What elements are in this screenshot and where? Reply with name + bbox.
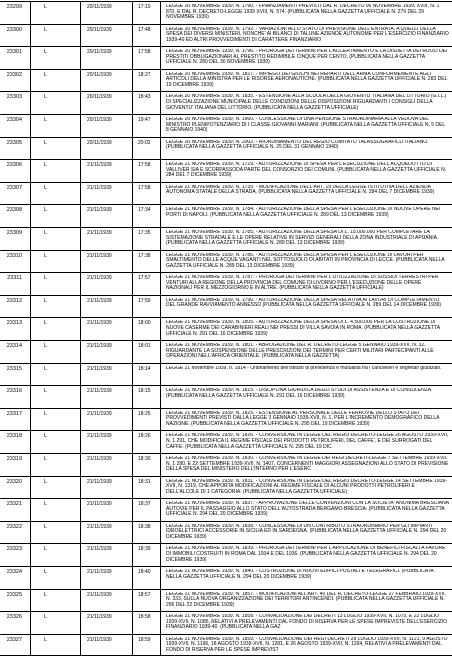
column-divider <box>160 386 161 408</box>
register-row <box>0 182 452 205</box>
record-date: 21/11/1939 <box>87 614 112 621</box>
column-divider <box>80 499 81 521</box>
record-type: L <box>44 49 48 56</box>
record-date: 21/11/1939 <box>87 388 112 395</box>
record-number-secondary: 18:31 <box>138 478 151 485</box>
register-row <box>0 611 452 634</box>
record-number-secondary: 18:39 <box>138 546 151 553</box>
column-divider <box>160 251 161 273</box>
column-divider <box>132 47 133 69</box>
record-number-secondary: 17:34 <box>138 207 151 214</box>
record-number: 23305 <box>6 139 22 146</box>
record-number: 23299 <box>6 4 22 10</box>
column-divider <box>30 138 31 160</box>
column-divider <box>160 477 161 499</box>
record-date: 21/11/1939 <box>87 546 112 553</box>
record-type: L <box>44 4 48 10</box>
column-divider <box>80 138 81 160</box>
column-divider <box>132 318 133 340</box>
record-description: LEGGE 21 NOVEMBRE 1939, N. 1786. - AUTORIZZAZIONE DELLA SPESA PER L'ESECUZIONE DI LAVORI PER SMALTIMENTO DELLE ACQUE VAGANTI NEL SOTTOSUOLO DI ABITATI IN PROVINCIA DI LECCE. (PUBBLICATA NELLA GAZZETTA UFFICIALE N. 289 DEL 13 DICEMBRE 1939) <box>166 252 445 269</box>
record-date: 21/11/1939 <box>87 523 112 530</box>
record-date: 21/11/1939 <box>87 478 112 485</box>
column-divider <box>30 431 31 453</box>
column-divider <box>160 115 161 137</box>
record-number-secondary: 17:57 <box>138 275 151 282</box>
column-divider <box>160 364 161 386</box>
register-row <box>0 317 452 340</box>
register-row <box>0 24 452 47</box>
record-number-secondary: 17:58 <box>138 184 151 191</box>
record-number-secondary: 18:15 <box>138 388 151 395</box>
column-divider <box>80 544 81 566</box>
column-divider <box>132 160 133 182</box>
record-number-secondary: 18:38 <box>138 523 151 530</box>
column-divider <box>160 635 161 656</box>
record-type: L <box>44 456 48 462</box>
column-divider <box>132 205 133 227</box>
column-divider <box>30 386 31 408</box>
column-divider <box>132 296 133 318</box>
record-date: 21/11/1939 <box>87 320 112 327</box>
column-divider <box>132 341 133 363</box>
record-type: L <box>44 569 48 575</box>
column-divider <box>132 544 133 566</box>
record-number: 23325 <box>6 591 22 598</box>
record-number: 23310 <box>6 252 22 259</box>
register-row <box>0 589 452 612</box>
column-divider <box>160 318 161 340</box>
record-date: 21/11/1939 <box>87 252 112 259</box>
record-number-secondary: 18:00 <box>138 320 151 327</box>
record-number-secondary: 17:48 <box>138 26 151 33</box>
column-divider <box>132 477 133 499</box>
register-row <box>0 385 452 408</box>
record-date: 21/11/1939 <box>87 162 112 169</box>
column-divider <box>80 590 81 612</box>
record-date: 21/11/1939 <box>87 343 112 349</box>
column-divider <box>80 2 81 24</box>
column-divider <box>30 228 31 250</box>
record-type: L <box>44 591 48 598</box>
column-divider <box>160 522 161 544</box>
column-divider <box>132 364 133 386</box>
record-type: L <box>44 117 48 123</box>
record-description: LEGGE 21 NOVEMBRE 1939, N. 1805. - AUTORIZZAZIONE DELLA SPESA DI L. 4.500.000 PER LA COSTRUZIONE DI NUOVE CASERME DEI CARABINIERI REALI NEI PRESSI DI VILLA SAVOIA IN ROMA. (PUBBLICATA NELLA GAZZETTA UFFICIALE N. 291 DEL 16 DICEMBRE 1939) <box>166 320 440 337</box>
record-number: 23300 <box>6 26 22 33</box>
column-divider <box>30 364 31 386</box>
record-date: 20/11/1939 <box>87 4 112 10</box>
column-divider <box>30 499 31 521</box>
column-divider <box>132 454 133 476</box>
record-date: 21/11/1939 <box>87 456 112 462</box>
record-date: 21/11/1939 <box>87 433 112 440</box>
register-row <box>0 521 452 544</box>
record-number-secondary: 18:43 <box>138 94 151 101</box>
column-divider <box>30 409 31 431</box>
column-divider <box>160 2 161 24</box>
record-description: LEGGE 21 NOVEMBRE 1939, N. 1735. - MODIFICAZIONE DELL'ART. 19 DELLA LEGGE ISTITUTIVA DELL'AZIENDA AUTONOMA STATALE DELLA STRADA. (PUBBLICATA NELLA GAZZETTA UFFICIALE N. 284 DEL 7 DICEMBRE 1939) <box>166 184 435 196</box>
record-type: L <box>44 94 48 101</box>
record-number-secondary: 19:47 <box>138 117 151 123</box>
column-divider <box>160 160 161 182</box>
column-divider <box>160 183 161 205</box>
register-row <box>0 91 452 114</box>
record-type: L <box>44 297 48 304</box>
column-divider <box>160 70 161 92</box>
column-divider <box>30 25 31 47</box>
record-date: 20/11/1939 <box>87 71 112 78</box>
register-row <box>0 272 452 295</box>
register-row <box>0 363 452 386</box>
column-divider <box>132 115 133 137</box>
column-divider <box>30 115 31 137</box>
column-divider <box>132 70 133 92</box>
record-date: 20/11/1939 <box>87 94 112 101</box>
column-divider <box>30 183 31 205</box>
record-description: LEGGE 21 novembre 1939, n. 1814 - Ordinamento dell'istituto di previdenza e mutualità fra i cancellieri e segretari giudiziari. <box>166 365 442 371</box>
record-number: 23323 <box>6 546 22 553</box>
register-row <box>0 159 452 182</box>
record-number: 23320 <box>6 478 22 485</box>
record-type: L <box>44 388 48 395</box>
record-number-secondary: 17:59 <box>138 297 151 304</box>
column-divider <box>132 138 133 160</box>
record-number: 23322 <box>6 523 22 530</box>
column-divider <box>132 25 133 47</box>
record-type: L <box>44 343 48 349</box>
column-divider <box>132 386 133 408</box>
column-divider <box>160 296 161 318</box>
register-row <box>0 204 452 227</box>
record-number-secondary: 17:58 <box>138 49 151 56</box>
record-date: 21/11/1939 <box>87 591 112 598</box>
record-description: LEGGE 21 NOVEMBRE 1939, N. 1838. - CONCESSIONE DI UN CONTRIBUTO STRAORDINARIO PER GLI IMPIANTI IDROELETTRICI ACCESSORIE IN SICILIA ED IN SARDEGNA. (PUBBLICATA NELLA GAZZETTA UFFICIALE N. 294 DEL 20 DICEMBRE 1939) <box>166 523 447 540</box>
record-type: L <box>44 523 48 530</box>
column-divider <box>160 431 161 453</box>
record-type: L <box>44 410 48 417</box>
record-type: L <box>44 207 48 214</box>
record-date: 21/11/1939 <box>87 297 112 304</box>
record-date: 21/11/1939 <box>87 569 112 575</box>
column-divider <box>30 477 31 499</box>
record-date: 21/11/1939 <box>87 207 112 214</box>
record-description: LEGGE 21 NOVEMBRE 1939, N. 1729. - AUTORIZZAZIONE DI SPESA PER L'ESECUZIONE DELL'ACQUEDOTTO DI VALLIVER SIA E SCORPASSODA PARTE DEL CONSORZIO DEI COMUNI. (PUBBLICATA NELLA GAZZETTA UFFICIALE N. 284 DEL 7 DICEMBRE 1939) <box>166 162 447 179</box>
column-divider <box>132 183 133 205</box>
column-divider <box>30 635 31 656</box>
record-type: L <box>44 614 48 621</box>
record-type: L <box>44 320 48 327</box>
column-divider <box>30 251 31 273</box>
record-number-secondary: 18:40 <box>138 569 151 575</box>
column-divider <box>160 273 161 295</box>
register-row <box>0 137 452 160</box>
register-row <box>0 498 452 521</box>
column-divider <box>30 522 31 544</box>
record-description: LEGGE 21 NOVEMBRE 1939, N. 1837. - APPROVAZIONE DELLE CONVENZIONI CON LA SOCIETA' ANONIMA BRESCIANA AUTOVIE PER IL PASSAGGIO ALLO STATO DELL'AUTOSTRADA BERGAMO-BRESCIA. (PUBBLICATA NELLA GAZZETTA UFFICIALE N. 294 DEL 20 DICEMBRE 1939) <box>166 501 449 518</box>
column-divider <box>80 522 81 544</box>
record-date: 20/11/1939 <box>87 117 112 123</box>
register-row <box>0 46 452 69</box>
record-number: 23309 <box>6 230 22 236</box>
register-row <box>0 430 452 453</box>
column-divider <box>30 454 31 476</box>
column-divider <box>160 341 161 363</box>
record-date: 20/11/1939 <box>87 26 112 33</box>
column-divider <box>80 115 81 137</box>
column-divider <box>160 409 161 431</box>
record-description: LEGGE 21 NOVEMBRE 1939, N. 1840. - COSTRUZIONE DI NUOVI EDIFICI POSTALI E TELEGRAFICI. (PUBBLICATA NELLA GAZZETTA UFFICIALE N. 294 DEL 20 DICEMBRE 1939) <box>166 569 434 580</box>
record-description: LEGGE 20 NOVEMBRE 1939, N. 1792. - VARIAZIONI ALLO STATO DI PREVISIONE DELL'ENTRATA, A QUELLI DELLA SPESA DEI DIVERSI MINISTERI, NONCHE' AI BILANCI DI TALUNE AZIENDE AUTONOME PER L'ESERCIZIO FINANZIARIO 1939-40 ED ALTRI PROVVEDIMENTI DI CARATTERE FINANZIARIO <box>166 26 449 43</box>
column-divider <box>132 567 133 589</box>
column-divider <box>80 251 81 273</box>
record-number: 23319 <box>6 456 22 462</box>
record-description: LEGGE 21 NOVEMBRE 1939, N. 1787. - PROROGA DEI TERMINI PER L'UTILIZZAZIONE DI SUSSIDI TERRESTRI PER VENTURI ALLA REGIONE DELLA PROVINCIA DEL COMUNE DI LIVORNO PER L'ESECUZIONE DELLE OPERE NAZIONALI PER IL MEZZOGIORNO E IN ALTRE. (PUBBLICATA NELLA GAZZETTA UFFICIALE) <box>166 275 439 292</box>
register-row <box>0 634 452 656</box>
record-description: LEGGE 20 NOVEMBRE 1939, N. 2002. - RIORDINAMENTO DEL REGIO COMITATO TALASSOGRAFICO ITALIANO. (PUBBLICATA NELLA GAZZETTA UFFICIALE N. 25 DEL 31 GENNAIO 1940) <box>166 139 429 151</box>
record-number: 23302 <box>6 71 22 78</box>
column-divider <box>160 47 161 69</box>
column-divider <box>80 296 81 318</box>
record-description: LEGGE 21 NOVEMBRE 1939, N. 1857. - MODIFICAZIONI ALL'ART. 40 DEL R. DECRETO-LEGGE 27 FEBBRAIO 1939-XVII, N. 333, SULLA NUOVA ORGANIZZAZIONE DEI TERRITORI ANTINCENDI. (PUBBLICATA NELLA GAZZETTA UFFICIALE N. 296 DEL 22 DICEMBRE 1939) <box>166 591 446 608</box>
column-divider <box>30 2 31 24</box>
register-row <box>0 543 452 566</box>
column-divider <box>80 273 81 295</box>
record-number: 23315 <box>6 365 22 372</box>
column-divider <box>132 409 133 431</box>
record-description: LEGGE 21 NOVEMBRE 1939, N. 1826. - CONVERSIONE IN LEGGE DEL REGIO DECRETO-LEGGE 26 AGOSTO 1939-XVII, N. 1 291, CHE MODIFICA IL REGIME FISCALE DEI PRODOTTI PETROLIFERI, DEL CAFFE', E DEI SURROGATI DEL CAFFE. (PUBBLICATA NELLA GAZZETTA UFFICIALE N. 295 DEL 19 DIC <box>166 433 449 450</box>
column-divider <box>132 228 133 250</box>
column-divider <box>80 228 81 250</box>
register-row <box>0 476 452 499</box>
record-type: L <box>44 478 48 485</box>
record-number-secondary: 17:10 <box>138 4 151 10</box>
column-divider <box>80 318 81 340</box>
record-number: 23321 <box>6 501 22 508</box>
record-number-secondary: 18:57 <box>138 591 151 598</box>
record-description: LEGGE 21 NOVEMBRE 1939, N. 1858. - CONVALIDAZIONE DEI DECRETI 13 LUGLIO 1939-XVII, N. 1075, E 22 LUGLIO 1939-XVII, N. 1085, RELATIVI A PRELEVAMENTI DAL FONDO DI RISERVA PER LE SPESE IMPREVISTE DELL'ESERCIZIO FINANZIARIO 1939-40. (PUBBLICATA NELLA GAZ <box>166 614 448 631</box>
record-number: 23318 <box>6 433 22 440</box>
register-row <box>0 250 452 273</box>
column-divider <box>30 296 31 318</box>
record-type: L <box>44 26 48 33</box>
record-type: L <box>44 230 48 236</box>
record-type: L <box>44 184 48 191</box>
record-date: 21/11/1939 <box>87 184 112 191</box>
column-divider <box>132 635 133 656</box>
column-divider <box>160 228 161 250</box>
column-divider <box>30 47 31 69</box>
record-date: 21/11/1939 <box>87 501 112 508</box>
register-row <box>0 408 452 431</box>
register-row <box>0 114 452 137</box>
record-description: LEGGE 21 NOVEMBRE 1939, N. 1790. - AUTORIZZAZIONE DELLA SPESA RELATIVA AI LAVORI DI COMPLETAMENTO DEL GRANDE RAVVIAMENTO ANNESSO (PUBBLICATA NELLA GAZZETTA UFFICIALE N. 289 DEL 14 DICEMBRE 1939) <box>166 297 442 309</box>
record-date: 20/11/1939 <box>87 139 112 146</box>
record-number: 23307 <box>6 184 22 191</box>
column-divider <box>160 205 161 227</box>
column-divider <box>30 318 31 340</box>
record-number: 23327 <box>6 636 22 643</box>
record-type: L <box>44 162 48 169</box>
register-row <box>0 69 452 92</box>
record-description: LEGGE 21 NOVEMBRE 1939, N. 1859. - CONVALIDAZIONE DEI REGI DECRETI 28 LUGLIO 1939-XVII, N. 1121, 9 AGOSTO 1939-XVII, N. 1196, 18 AGOSTO 1939-XVII, N. 1281, E 26 AGOSTO 1939-XVII, N. 1294, RELATIVI A PRELEVAMENTI DAL FONDO DI RISERVA PER LE SPESE IMPREVIST <box>166 636 448 653</box>
record-date: 21/11/1939 <box>87 365 112 372</box>
record-type: L <box>44 501 48 508</box>
record-description: LEGGE 21 NOVEMBRE 1939, N. 1801. - ABROGAZIONE DEL R. DECRETO-LEGGE 5 GENNAIO 1939-XVII, N. 32, RIGUARDANTE LA SOSPENSIONE DELLE PRESCRIZIONI DEI TERMINI PER CERTI MILITARI PARTECIPANTI ALLE OPERAZIONI NELL'AFRICA ORIENTALE. (PUBBLICATA NELLA GAZZETTA) <box>166 343 434 360</box>
record-number: 23304 <box>6 117 22 123</box>
record-type: L <box>44 252 48 259</box>
column-divider <box>132 590 133 612</box>
record-number: 23308 <box>6 207 22 214</box>
record-number-secondary: 18:27 <box>138 71 151 78</box>
record-number-secondary: 18:58 <box>138 614 151 621</box>
column-divider <box>30 544 31 566</box>
column-divider <box>160 454 161 476</box>
record-type: L <box>44 139 48 146</box>
record-type: L <box>44 546 48 553</box>
record-number: 23306 <box>6 162 22 169</box>
column-divider <box>160 590 161 612</box>
register-row <box>0 227 452 250</box>
column-divider <box>160 612 161 634</box>
column-divider <box>80 612 81 634</box>
register-row <box>0 340 452 363</box>
record-description: LEGGE 21 NOVEMBRE 1939, N. 1839. - PROROGA DEI TERMINI PER L'APPLICAZIONE DI BENEFICI FISCALI A FAVORE DI IMMOBILI COSTRUITI IN ROMA DAL 1934 E DEL 1936. (PUBBLICATA NELLA GAZZETTA UFFICIALE N. 294 DEL 20 DICEMBRE 1939) <box>166 546 446 563</box>
record-type: L <box>44 275 48 282</box>
record-number-secondary: 17:35 <box>138 230 151 236</box>
record-number: 23301 <box>6 49 22 56</box>
record-type: L <box>44 71 48 78</box>
record-number-secondary: 18:01 <box>138 343 151 349</box>
column-divider <box>160 499 161 521</box>
record-description: LEGGE 21 NOVEMBRE 1939, N. 1784. - AUTORIZZAZIONE DELLA SPESA PER L'ESECUZIONE DI NUOVE OPERE NEI PORTI DI NAPOLI. (PUBBLICATA NELLA GAZZETTA UFFICIALE N. 289 DEL 13 DICEMBRE 1939) <box>166 207 441 218</box>
column-divider <box>80 635 81 656</box>
column-divider <box>80 386 81 408</box>
column-divider <box>132 522 133 544</box>
column-divider <box>80 160 81 182</box>
column-divider <box>30 92 31 114</box>
record-number-secondary: 18:59 <box>138 636 151 643</box>
column-divider <box>132 612 133 634</box>
record-date: 21/11/1939 <box>87 636 112 643</box>
column-divider <box>80 567 81 589</box>
column-divider <box>80 92 81 114</box>
record-number-secondary: 17:38 <box>138 252 151 259</box>
record-number: 23324 <box>6 569 22 575</box>
record-description: LEGGE 20 NOVEMBRE 1939, N. 1796. - PROROGA DEI TERMINI PER L'ACCERTAMENTO E LA DISDETTA DEI RUOLI DEI PRESTITI OBBLIGAZIONARI AL PRESTITO REDIMIBILE CINQUE PER CENTO. (PUBBLICATA NELLA GAZZETTA UFFICIALE N. 280 DEL 30 NOVEMBRE 1939) <box>166 49 448 66</box>
register-row <box>0 1 452 24</box>
record-number-secondary: 18:14 <box>138 365 151 372</box>
column-divider <box>160 25 161 47</box>
column-divider <box>80 70 81 92</box>
column-divider <box>30 205 31 227</box>
column-divider <box>30 70 31 92</box>
column-divider <box>80 47 81 69</box>
record-description: LEGGE 21 NOVEMBRE 1939, N. 1825. - ESTENSIONE AL PERSONALE DELLE FERROVIE DELLO STATO DEI PROVVEDIMENTI PREVISTI DALLA LEGGE 3 GENNAIO 1939-XVII, N. 1, PER L'INCREMENTO DEMOGRAFICO DELLA NAZIONE. (PUBBLICATA NELLA GAZZETTA UFFICIALE N. 295 DEL 19 DICEMBRE 1939) <box>166 410 440 427</box>
record-number: 23317 <box>6 410 22 417</box>
column-divider <box>80 477 81 499</box>
column-divider <box>80 183 81 205</box>
column-divider <box>80 409 81 431</box>
record-description: LEGGE 20 NOVEMBRE 1939, N. 1835. - ESTENSIONE ALLA SCUOLA DELLA GIOVENTU' ITALIANA DEL LITTORIO (G.I.L.) DI SPECIALIZZAZIONE MUNICIPALE DELLE CONDIZIONI DELLE DISPOSIZIONI RIGUARDANTI I CONSIGLI DELLA GIOVENTU' ITALIANA DEL LITTORIO. (PUBBLICATA NELLA GAZZETTA UFFICIALE) <box>166 94 447 111</box>
record-number-secondary: 18:25 <box>138 410 151 417</box>
record-description: LEGGE 21 NOVEMBRE 1939, N. 1815. - DISCIPLINA GIURIDICA DEGLI STUDI DI ASSISTENZA E DI CONSULENZA. (PUBBLICATA NELLA GAZZETTA UFFICIALE N. 291 DEL 16 DICEMBRE 1939) <box>166 388 433 399</box>
record-description: LEGGE 20 NOVEMBRE 1939, N. 1827. - IMPIEGO DEI GIOCHI NEI REPARTI DELL'ARMA CONFORMEMENTE AGLI ARTICOLI DELLA MINISTRA PER LE RISORSE AERONAUTICHE. (PUBBLICATA NELLA GAZZETTA UFFICIALE N. 283 DEL 19 DICEMBRE 1939) <box>166 71 448 88</box>
column-divider <box>132 273 133 295</box>
column-divider <box>80 431 81 453</box>
record-number-secondary: 18:26 <box>138 433 151 440</box>
record-type: L <box>44 365 48 372</box>
column-divider <box>132 431 133 453</box>
record-number: 23313 <box>6 320 22 327</box>
column-divider <box>30 341 31 363</box>
column-divider <box>30 273 31 295</box>
column-divider <box>30 160 31 182</box>
column-divider <box>30 567 31 589</box>
column-divider <box>132 92 133 114</box>
record-description: LEGGE 21 NOVEMBRE 1939, N. 1831. - CONVERSIONE IN LEGGE DEL REGIO DECRETO-LEGGE 14 SETTEMBRE 1939-XVII, N. 1319, CHE APPORTA MODIFICAZIONI AL REGIME FISCALE DI ALCUNI PRODOTTI PETROLIFERI E DELL'ALCOLE DI 1 CATEGORIA. (PUBBLICATA NELLA GAZZETTA UFFICIALE) <box>166 478 447 495</box>
column-divider <box>80 25 81 47</box>
record-type: L <box>44 636 48 643</box>
column-divider <box>160 544 161 566</box>
column-divider <box>80 454 81 476</box>
column-divider <box>160 138 161 160</box>
record-type: L <box>44 433 48 440</box>
column-divider <box>30 590 31 612</box>
record-date: 21/11/1939 <box>87 275 112 282</box>
record-number: 23311 <box>7 275 22 282</box>
column-divider <box>80 205 81 227</box>
column-divider <box>160 567 161 589</box>
register-row <box>0 295 452 318</box>
column-divider <box>80 364 81 386</box>
column-divider <box>160 92 161 114</box>
record-number: 23326 <box>6 614 22 621</box>
record-number-secondary: 18:30 <box>138 456 151 462</box>
column-divider <box>30 612 31 634</box>
column-divider <box>132 2 133 24</box>
record-number: 23312 <box>6 297 22 304</box>
record-description: LEGGE 20 NOVEMBRE 1939, N. 1790. - FINANZIAMENTI PREVISTI DAL R. DECRETO 06 NOVEMBRE 1939, XVIII, N. 1 870, E DAL R. DECRETO-LEGGE 1939 XVIII, N. 574. (PUBBLICATA NELLA GAZZETTA UFFICIALE N. 279 DEL 29 NOVEMBRE 1939) <box>166 4 440 21</box>
record-number: 23314 <box>6 343 22 349</box>
column-divider <box>132 251 133 273</box>
record-date: 20/11/1939 <box>87 49 112 56</box>
record-date: 21/11/1939 <box>87 230 112 236</box>
column-divider <box>80 341 81 363</box>
column-divider <box>132 499 133 521</box>
record-number-secondary: 17:58 <box>138 162 151 169</box>
register-row <box>0 453 452 476</box>
record-description: LEGGE 20 NOVEMBRE 1939, N. 1960. - CONCESSIONE DI UNA PENSIONE STRAORDINARIA ALLA VEDOVA DEL MINISTRO PLENIPOTENZIARIO DI I CLASSE GIOVANNI MARIANI. (PUBBLICATA NELLA GAZZETTA UFFICIALE N. 5 DEL 8 GENNAIO 1940) <box>166 117 445 134</box>
record-date: 21/11/1939 <box>87 410 112 417</box>
register-row <box>0 566 452 589</box>
record-number: 23303 <box>6 94 22 101</box>
record-number-secondary: 18:37 <box>138 501 151 508</box>
record-number-secondary: 20:02 <box>138 139 151 146</box>
record-description: LEGGE 21 NOVEMBRE 1939, N. 1785. - AUTORIZZAZIONE DELLA SPESA DI L. 15.000.000 PER COMPLETARE LA SISTEMAZIONE STRADALE E LE OPERE RELATIVE IN SERVIZI GENERALI DELLA ZONA INDUSTRIALE DI APUANIA. (PUBBLICATA NELLA GAZZETTA UFFICIALE N. 289 DEL 13 DICEMBRE 1939) <box>166 230 439 247</box>
record-number: 23316 <box>6 388 22 395</box>
record-description: LEGGE 21 NOVEMBRE 1939, N. 1830. - CONVERSIONE IN LEGGE DEI REGI DECRETI-LEGGE 7 SETTEMBRE 1939-XVII, N. 1 280, E 22 SETTEMBRE 1939-XVII, N. 1407, CONCERNENTI MAGGIORI ASSEGNAZIONI ALLO STATO DI PREVISIONE DELLA SPESA DEL MINISTERO DELL'INTERNO PER L'ESERC <box>166 456 449 473</box>
